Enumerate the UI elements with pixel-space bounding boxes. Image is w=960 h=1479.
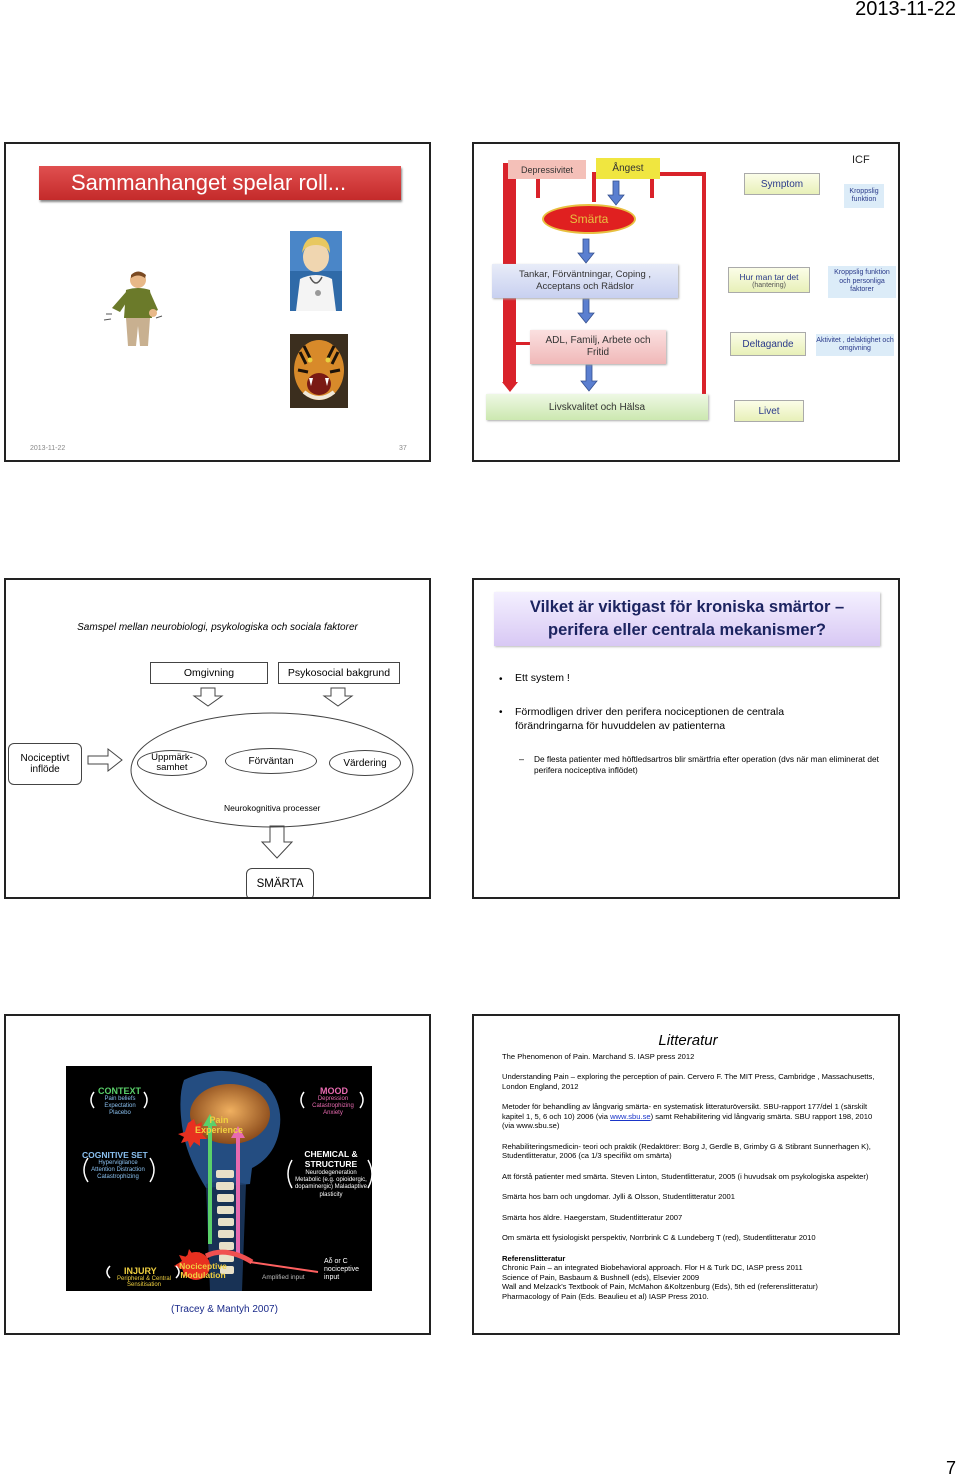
context-title: CONTEXT — [98, 1086, 142, 1096]
angest-box: Ångest — [596, 158, 660, 179]
mood-title: MOOD — [320, 1086, 348, 1096]
chemical-items: Neurodegeneration Metabolic (e.g. opioidergic, dopaminergic) Maladaptive plasticity — [294, 1170, 368, 1198]
symptom-box: Symptom — [744, 173, 820, 195]
reference-item: Chronic Pain – an integrated Biobehavioral approach. Flor H & Turk DC, IASP press 2011 — [502, 1263, 803, 1273]
vardering-oval: Värdering — [329, 750, 401, 776]
omgivning-box: Omgivning — [150, 662, 268, 684]
reference-item: Pharmacology of Pain (Eds. Beaulieu et al) IASP Press 2010. — [502, 1291, 709, 1301]
slide-3-title: Samspel mellan neurobiologi, psykologiska och sociala faktorer — [77, 622, 358, 633]
deltagande-box: Deltagande — [730, 332, 806, 356]
sub-bullet-text: De flesta patienter med höftledsartros blir smärtfria efter operation (dvs när man eliminerat det perifera nociceptiva inflödet) — [534, 754, 879, 776]
tankar-box: Tankar, Förväntningar, Coping , Acceptans och Rädslor — [492, 264, 678, 298]
slide-6-title: Litteratur — [658, 1032, 718, 1049]
cognitive-title: COGNITIVE SET — [82, 1150, 148, 1160]
reference-list — [502, 1052, 878, 1301]
amplified-input-label: Amplified input — [262, 1274, 305, 1281]
livskvalitet-box: Livskvalitet och Hälsa — [486, 394, 708, 420]
reference-item: Att förstå patienter med smärta. Steven Linton, Studentlitteratur, 2005 (i huvudsak om psykologiska aspekter) — [502, 1171, 869, 1181]
bullet-1-marker: • — [499, 674, 503, 685]
bullet-2-marker: • — [499, 707, 503, 718]
cognitive-items: Hypervigilance Attention Distraction Catastrophizing — [91, 1160, 145, 1181]
pain-modulation-figure — [66, 1066, 372, 1291]
injury-items: Peripheral & Central Sensitisation — [116, 1276, 172, 1288]
slide-1-footer-date: 2013-11-22 — [30, 445, 66, 452]
smarta-box: SMÄRTA — [246, 868, 314, 899]
hur-man-box — [728, 267, 810, 293]
reference-item: Om smärta ett fysiologiskt perspektiv, Norrbrink C & Lundeberg T (red), Studentlitteratur 2010 — [502, 1233, 816, 1243]
page-number: 7 — [945, 1458, 956, 1478]
reference-item: Wall and Melzack's Textbook of Pain, McMahon &Koltzenburg (Eds), 5th ed (referenslitteratur) — [502, 1282, 818, 1292]
sub-bullet-marker: – — [519, 754, 525, 764]
slide-5 — [4, 1014, 431, 1335]
nociceptive-modulation-label: Nociceptive Modulation — [179, 1261, 227, 1281]
diagram-arrows — [6, 580, 431, 899]
slide-2 — [472, 142, 900, 462]
mood-items: Depression Catastrophizing Anxiety — [312, 1096, 354, 1117]
reference-heading: Referenslitteratur — [502, 1253, 566, 1263]
slide-4 — [472, 578, 900, 899]
reference-item: Smärta hos barn och ungdomar. Jylli & Olsson, Studentlitteratur 2001 — [502, 1192, 735, 1202]
slide-1-title: Sammanhanget spelar roll... — [39, 166, 401, 200]
kroppslig-personliga-box: Kroppslig funktion och personliga faktorer — [828, 266, 896, 298]
pain-experience-label: Pain Experience — [194, 1115, 244, 1135]
reference-item: Science of Pain, Basbaum & Bushnell (eds), Elsevier 2009 — [502, 1272, 700, 1282]
slide-6 — [472, 1014, 900, 1335]
uppmark-oval: Uppmärk-samhet — [137, 750, 207, 776]
smarta-oval: Smärta — [542, 204, 636, 234]
adl-box: ADL, Familj, Arbete och Fritid — [530, 330, 666, 364]
adelta-label: Aδ or C nociceptive input — [324, 1258, 360, 1282]
tiger-photo — [290, 334, 348, 408]
doctor-photo — [290, 231, 342, 311]
slide-1-footer-number: 37 — [399, 445, 407, 452]
forvantan-oval: Förväntan — [225, 748, 317, 774]
aktivitet-box: Aktivitet , delaktighet och omgivning — [816, 334, 894, 356]
hantering-label: (hantering) — [752, 281, 786, 289]
reference-item: Understanding Pain – exploring the perception of pain. Cervero F. The MIT Press, Cambridge , Massachusetts, London England, 2012 — [502, 1072, 875, 1091]
reference-group — [502, 1254, 878, 1301]
livet-box: Livet — [734, 400, 804, 422]
kroppslig-box: Kroppslig funktion — [844, 184, 884, 208]
chemical-title: CHEMICAL & STRUCTURE — [304, 1149, 358, 1169]
reference-item: The Phenomenon of Pain. Marchand S. IASP press 2012 — [502, 1052, 695, 1061]
slide-1 — [4, 142, 431, 462]
bullet-1-text: Ett system ! — [515, 672, 570, 684]
context-items: Pain beliefs Expectation Placebo — [104, 1096, 136, 1117]
reference-item: Smärta hos äldre. Haegerstam, Studentlitteratur 2007 — [502, 1212, 683, 1222]
sbu-link[interactable]: www.sbu.se — [610, 1111, 651, 1121]
back-pain-man-illustration — [98, 268, 170, 348]
hur-man-label: Hur man tar det — [739, 271, 799, 282]
neurokognitiva-label: Neurokognitiva processer — [224, 803, 321, 813]
header-date: 2013-11-22 — [855, 0, 956, 20]
nociceptivt-box: Nociceptivt inflöde — [8, 743, 82, 785]
reference-item: Rehabiliteringsmedicin- teori och praktik (Redaktörer: Borg J, Gerdle B, Grimby G & Stibrant Sunnerhagen K), Studentlitteratur, 2006 (ca 1/3 specifikt om smärta) — [502, 1141, 871, 1161]
psykosocial-box: Psykosocial bakgrund — [278, 662, 400, 684]
reference-item: Metoder för behandling av långvarig smärta- en systematisk litteraturöversikt. SBU-rapport 177/del 1 (särskilt kapitel 1, 5, 6 och 10) 2006 (via www.sbu.se) samt Rehabilitering vid långvarig smärta. SBU rapport 198, 2010 (via www.sbu.se) — [502, 1102, 873, 1131]
injury-title: INJURY — [124, 1266, 157, 1276]
depressivitet-box: Depressivitet — [508, 160, 586, 179]
slide-3 — [4, 578, 431, 899]
icf-label: ICF — [852, 154, 870, 166]
bullet-2-text: Förmodligen driver den perifera nociceptionen de centrala förändringarna för huvuddelen av patienterna — [515, 706, 785, 733]
figure-caption: (Tracey & Mantyh 2007) — [171, 1304, 278, 1315]
slide-4-title: Vilket är viktigast för kroniska smärtor – perifera eller centrala mekanismer? — [494, 592, 880, 646]
